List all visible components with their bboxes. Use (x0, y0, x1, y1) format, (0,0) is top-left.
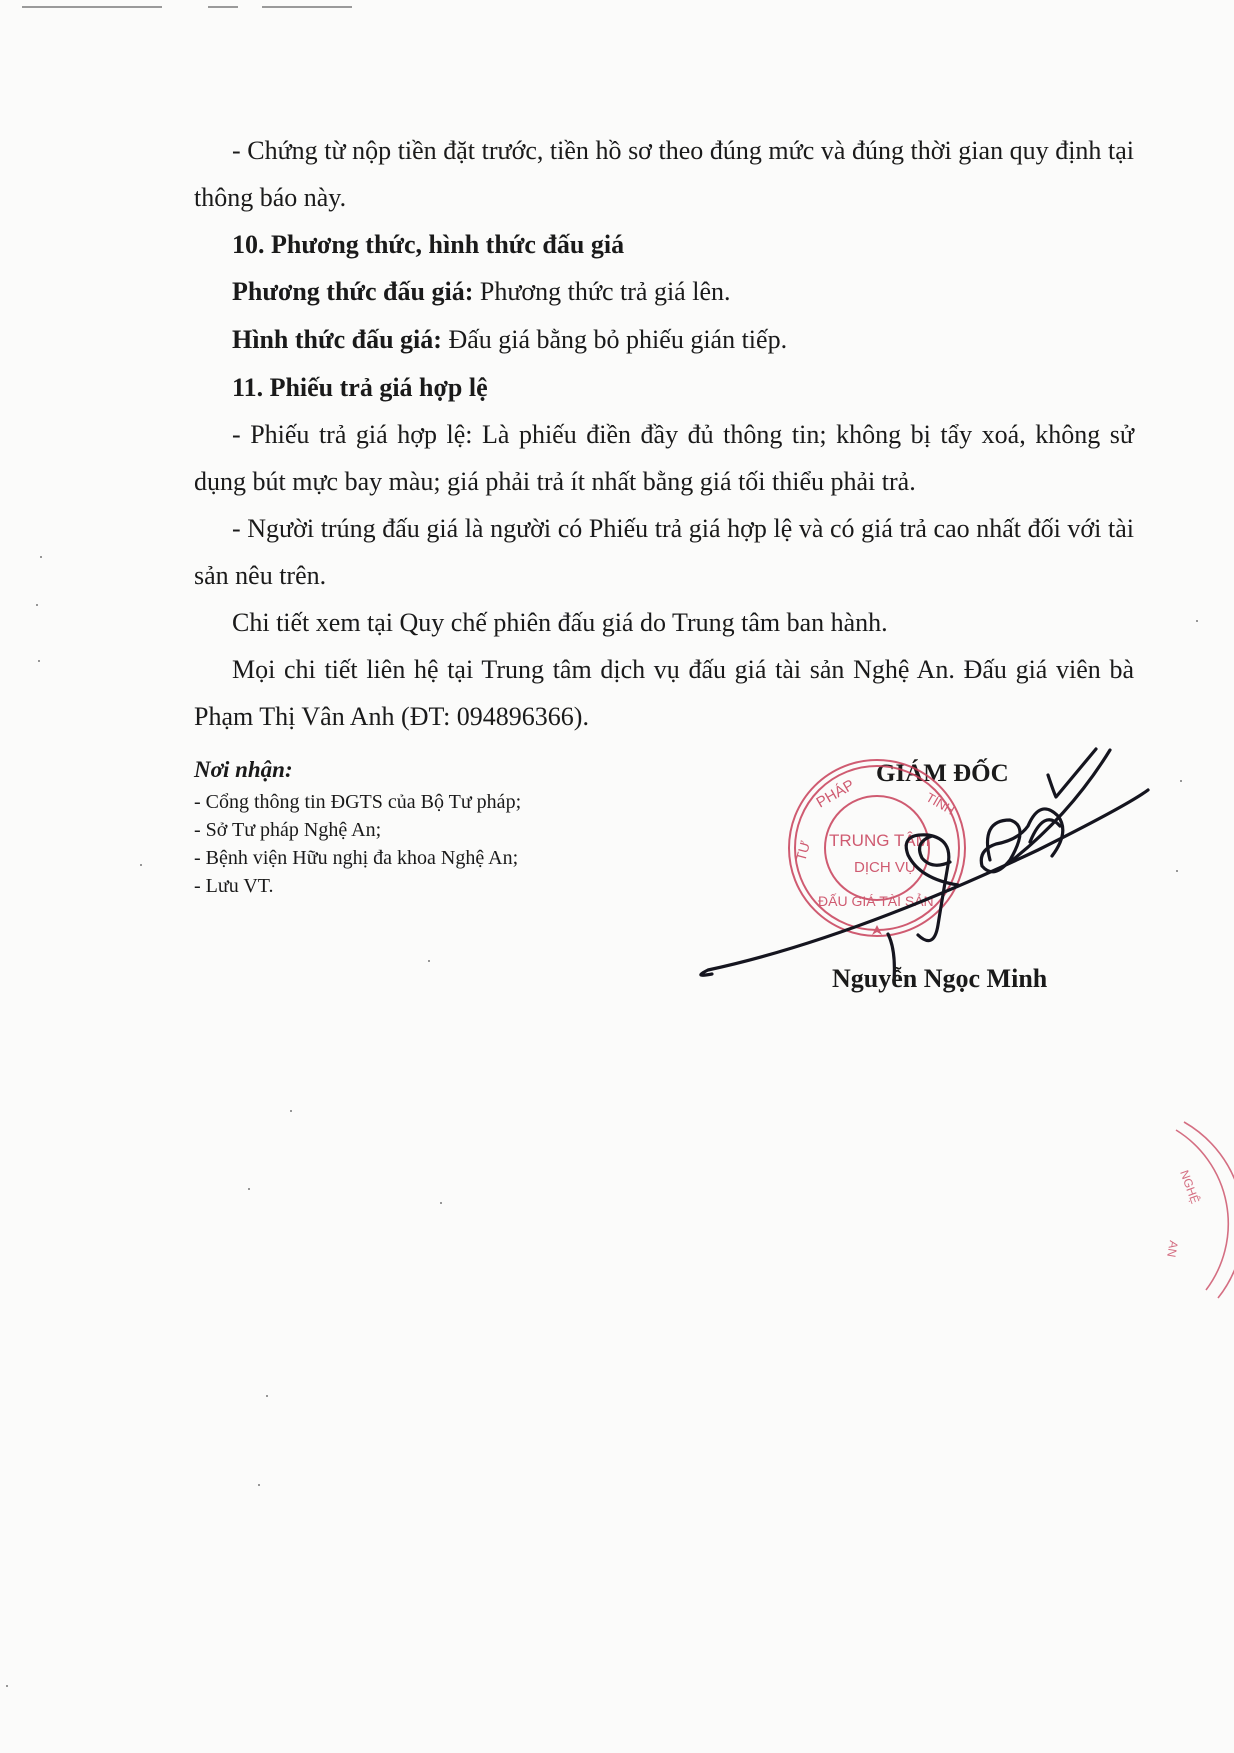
auction-method-label: Phương thức đấu giá: (232, 277, 474, 306)
auction-form-value: Đấu giá bằng bỏ phiếu gián tiếp. (441, 325, 788, 354)
scan-noise-dot (1180, 780, 1182, 782)
section-11-heading: 11. Phiếu trả giá hợp lệ (232, 373, 488, 402)
recipient-item: - Bệnh viện Hữu nghị đa khoa Nghệ An; (194, 847, 519, 869)
scan-noise-dot (36, 604, 38, 606)
scan-noise-dot (1176, 870, 1178, 872)
official-stamp (789, 760, 965, 936)
paragraph-details-regulation: Chi tiết xem tại Quy chế phiên đấu giá do Trung tâm ban hành. (232, 608, 888, 637)
scan-noise-dot (428, 960, 430, 962)
signer-name: Nguyễn Ngọc Minh (832, 964, 1048, 993)
paragraph-deposit-documents: - Chứng từ nộp tiền đặt trước, tiền hồ sơ theo đúng mức và đúng thời gian quy định tại thông báo này. (194, 136, 1134, 212)
signature-title: GIÁM ĐỐC (876, 760, 1009, 787)
recipients-heading: Nơi nhận: (194, 757, 293, 782)
stamp-top-right-text: TỈNH (923, 789, 958, 818)
recipient-item: - Cổng thông tin ĐGTS của Bộ Tư pháp; (194, 791, 522, 813)
scan-noise-dot (1196, 620, 1198, 622)
stamp-left-text: TƯ (792, 838, 814, 863)
scan-noise-dot (290, 1110, 292, 1112)
edge-stamp-text: NGHỆ (1177, 1168, 1203, 1206)
scan-noise-dot (40, 556, 42, 558)
scan-noise-dot (440, 1202, 442, 1204)
scan-noise-dot (38, 660, 40, 662)
paragraph-winner: - Người trúng đấu giá là người có Phiếu trả giá hợp lệ và có giá trả cao nhất đối với tài sản nêu trên. (194, 514, 1134, 590)
scan-noise-dot (266, 1395, 268, 1397)
edge-stamp-text-2: AN (1164, 1239, 1181, 1259)
handwritten-signature (701, 749, 1148, 980)
stamp-center-line3: ĐẤU GIÁ TÀI SẢN (818, 893, 934, 909)
stamp-top-text: PHÁP (813, 776, 858, 812)
scan-noise-dot (6, 1685, 8, 1687)
scan-noise-dot (248, 1188, 250, 1190)
recipient-item: - Sở Tư pháp Nghệ An; (194, 819, 382, 841)
stamp-center-line1: TRUNG TÂM (829, 831, 930, 850)
auction-form-label: Hình thức đấu giá: (232, 325, 442, 354)
scan-noise-dot (258, 1484, 260, 1486)
recipient-item: - Lưu VT. (194, 875, 274, 897)
stamp-center-line2: DỊCH VỤ (854, 859, 916, 876)
edge-stamp (1164, 1122, 1234, 1298)
auction-method-value: Phương thức trả giá lên. (473, 277, 731, 306)
section-10-heading: 10. Phương thức, hình thức đấu giá (232, 230, 625, 259)
scan-noise-dot (140, 864, 142, 866)
paragraph-valid-bid: - Phiếu trả giá hợp lệ: Là phiếu điền đầy đủ thông tin; không bị tẩy xoá, không sử dụng bút mực bay màu; giá phải trả ít nhất bằng giá tối thiểu phải trả. (194, 420, 1134, 496)
paragraph-contact: Mọi chi tiết liên hệ tại Trung tâm dịch vụ đấu giá tài sản Nghệ An. Đấu giá viên bà Phạm Thị Vân Anh (ĐT: 094896366). (194, 655, 1134, 731)
